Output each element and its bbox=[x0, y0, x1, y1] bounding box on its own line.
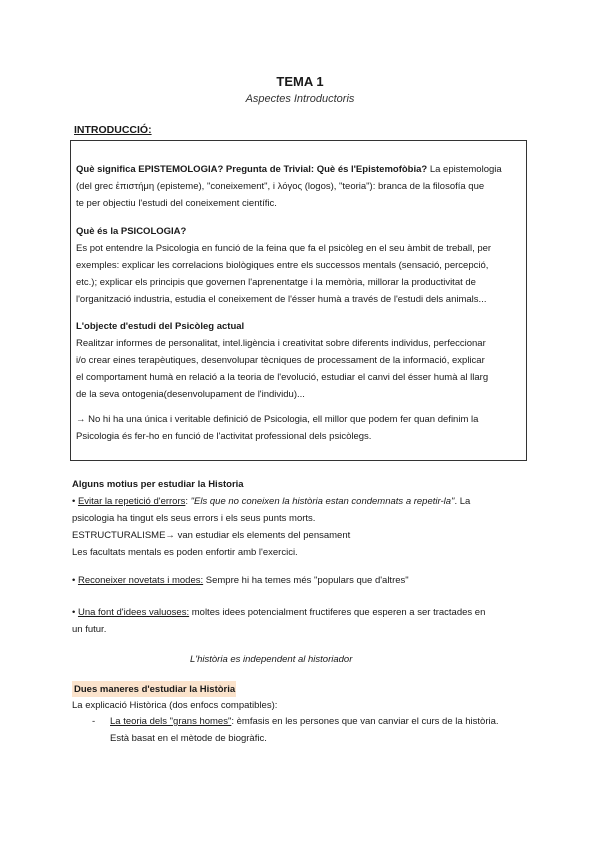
q2-question: Què és la PSICOLOGIA? bbox=[76, 226, 187, 237]
page-title: TEMA 1 bbox=[276, 74, 324, 89]
motius-item3 bbox=[72, 604, 485, 621]
q3-line: el comportament humà en relació a la teoria de l'evolució, estudiar el canvi del ésser humà al llarg bbox=[76, 372, 489, 383]
q1-line1 bbox=[76, 161, 502, 178]
motius-item3-title: Una font d'idees valuoses: bbox=[77, 607, 190, 618]
maneres-heading: Dues maneres d'estudiar la Història bbox=[74, 684, 236, 695]
q2-line: etc.); explicar els principis que governen l'aprenentatge i la memòria, millorar la productivitat de bbox=[76, 277, 476, 288]
motius-item1-quote: "Els que no coneixen la història estan condemnats a repetir-la" bbox=[190, 496, 455, 507]
motius-item3-tail: moltes idees potencialment fructiferes que esperen a ser tractades en bbox=[189, 607, 486, 618]
motius-heading: Alguns motius per estudiar la Historia bbox=[72, 479, 244, 490]
q1-line3: te per objectiu l'estudi del coneixement científic. bbox=[76, 198, 277, 209]
dash-bullet: - bbox=[92, 716, 96, 727]
q2-line: Es pot entendre la Psicologia en funció de la feina que fa el psicòleg en el seu àmbit de treball, per bbox=[76, 243, 492, 254]
bullet: • bbox=[72, 496, 78, 507]
q1-line2: (del grec ἐπιστήμη (episteme), "coneixement", i λόγος (logos), "teoria"): branca de la filosofía que bbox=[76, 181, 485, 192]
page-subtitle: Aspectes Introductoris bbox=[245, 93, 355, 105]
q3-heading: L'objecte d'estudi del Psicòleg actual bbox=[76, 321, 245, 332]
maneres-item1 bbox=[110, 713, 499, 730]
motius-item1 bbox=[72, 493, 470, 510]
motius-item3-line2: un futur. bbox=[72, 624, 107, 635]
motius-item2-title: Reconeixer novetats i modes: bbox=[77, 575, 204, 586]
q2-line: l'organització industria, estudia el coneixement de l'ésser humà a través de l'estudi dels animals... bbox=[76, 294, 487, 305]
q3-line: i/o crear eines terapèutiques, desenvolupar tècniques de processament de la informació, explicar bbox=[76, 355, 485, 366]
q1-text-start: La epistemologia bbox=[427, 164, 502, 175]
conclusion-line: Psicologia és fer-ho en funció de l'activitat professional dels psicòlegs. bbox=[76, 431, 372, 442]
q2-line: exemples: explicar les correlacions biològiques entre els successos mentals (sensació, percepció, bbox=[76, 260, 489, 271]
maneres-item1-title: La teoria dels "grans homes" bbox=[110, 716, 232, 727]
bullet: • bbox=[72, 575, 78, 586]
maneres-intro: La explicació Històrica (dos enfocs compatibles): bbox=[72, 700, 278, 711]
q3-line: de la seva ontogenia(desenvolupament de l'individu)... bbox=[76, 389, 305, 400]
motius-item1-line2: psicologia ha tingut els seus errors i els seus punts morts. bbox=[72, 513, 316, 524]
motius-item1-line3: ESTRUCTURALISME→ van estudiar els elements del pensament bbox=[72, 530, 351, 541]
q3-line: Realitzar informes de personalitat, intel.ligència i creativitat sobre diferents individus, perfeccionar bbox=[76, 338, 486, 349]
intro-heading: INTRODUCCIÓ: bbox=[74, 124, 152, 136]
maneres-item1-tail: : èmfasis en les persones que van canviar el curs de la història. bbox=[231, 716, 499, 727]
motius-item1-tail: . La bbox=[454, 496, 471, 507]
centered-quote: L'història es independent al historiador bbox=[190, 654, 353, 665]
q1-question: Què significa EPISTEMOLOGIA? Pregunta de Trivial: Què és l'Epistemofòbia? bbox=[76, 164, 428, 175]
bullet: • bbox=[72, 607, 78, 618]
colon: : bbox=[185, 496, 191, 507]
motius-item2-tail: Sempre hi ha temes més "populars que d'altres" bbox=[203, 575, 409, 586]
maneres-item1-line2: Està basat en el mètode de biogràfic. bbox=[110, 733, 267, 744]
conclusion-line: → No hi ha una única i veritable definició de Psicologia, ell millor que podem fer quan definim la bbox=[76, 414, 479, 425]
motius-item1-title: Evitar la repetició d'errors bbox=[77, 496, 186, 507]
motius-item2 bbox=[72, 572, 409, 589]
motius-item1-line4: Les facultats mentals es poden enfortir amb l'exercici. bbox=[72, 547, 298, 558]
